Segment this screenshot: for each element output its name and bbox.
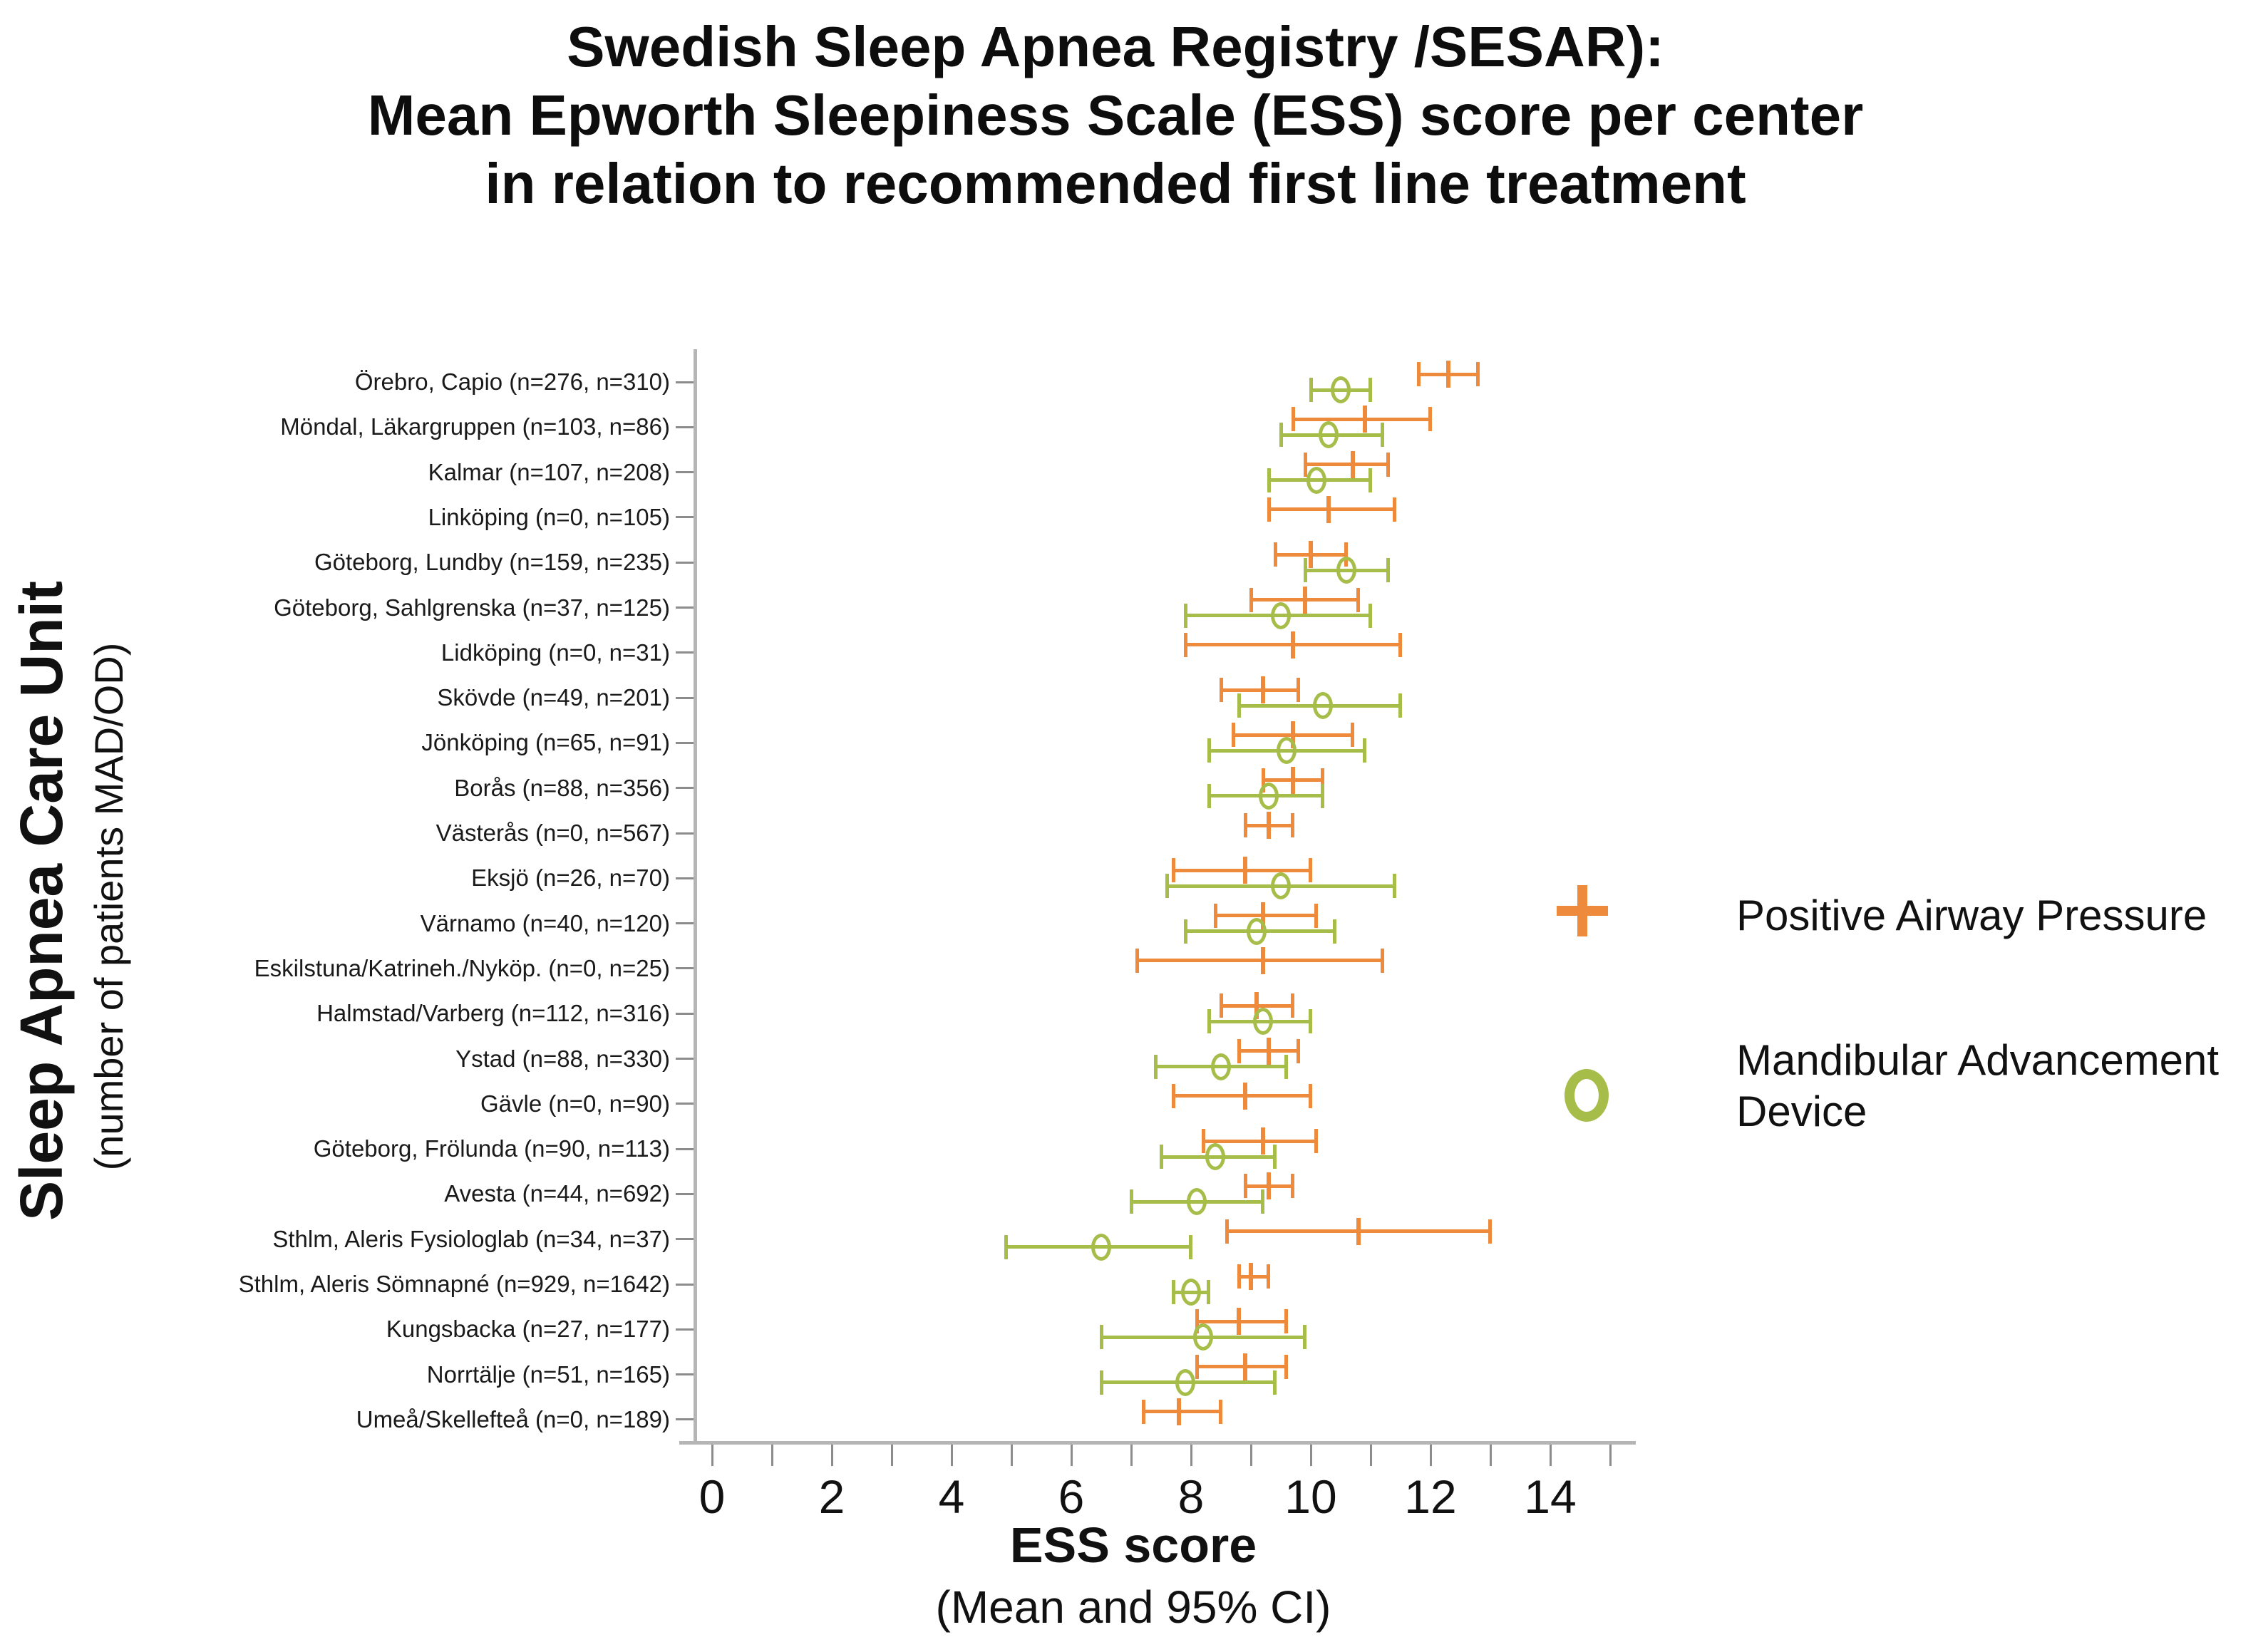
mad-ci-cap-right: [1321, 784, 1324, 808]
mad-ci-cap-right: [1393, 874, 1396, 898]
y-tick: [676, 922, 694, 924]
pap-mean-plus-icon: [1356, 1218, 1361, 1245]
mad-mean-ring-icon: [1331, 376, 1351, 403]
mad-ci-cap-right: [1398, 693, 1402, 718]
mad-ci-cap-left: [1130, 1189, 1133, 1214]
x-tick: [1071, 1445, 1073, 1466]
mad-mean-ring-icon: [1211, 1053, 1231, 1080]
y-tick: [676, 606, 694, 609]
pap-ci-cap-right: [1291, 993, 1294, 1018]
category-label: Göteborg, Sahlgrenska (n=37, n=125): [274, 594, 670, 621]
x-tick-label: 0: [699, 1470, 726, 1523]
pap-ci-cap-right: [1284, 1309, 1288, 1333]
mad-ci-cap-right: [1189, 1235, 1192, 1259]
pap-ci-cap-right: [1398, 633, 1402, 657]
mad-mean-ring-icon: [1193, 1323, 1213, 1351]
y-tick: [676, 1284, 694, 1286]
pap-ci-cap-right: [1314, 1129, 1318, 1153]
y-tick: [676, 1328, 694, 1331]
pap-mean-plus-icon: [1309, 541, 1313, 568]
mad-mean-ring-icon: [1247, 918, 1267, 945]
x-tick: [1609, 1445, 1612, 1466]
mad-ci-cap-left: [1160, 1145, 1163, 1169]
x-tick: [951, 1445, 953, 1466]
pap-ci-cap-left: [1267, 497, 1271, 522]
pap-mean-plus-icon: [1237, 1308, 1241, 1335]
y-tick: [676, 1148, 694, 1150]
pap-mean-plus-icon: [1243, 1083, 1247, 1110]
pap-ci-cap-left: [1292, 407, 1295, 431]
pap-ci-bar: [1221, 688, 1299, 692]
pap-ci-cap-right: [1309, 1084, 1312, 1108]
pap-ci-bar: [1305, 463, 1389, 466]
legend-label-mad-line2: Device: [1736, 1088, 1867, 1135]
pap-ci-cap-left: [1274, 542, 1277, 567]
category-label: Norrtälje (n=51, n=165): [426, 1361, 670, 1388]
pap-ci-cap-right: [1381, 949, 1384, 973]
mad-ci-cap-right: [1273, 1145, 1277, 1169]
mad-ci-cap-left: [1267, 468, 1271, 492]
y-tick: [676, 1103, 694, 1105]
x-tick-label: 6: [1058, 1470, 1085, 1523]
pap-mean-plus-icon: [1249, 1263, 1253, 1290]
pap-ci-cap-left: [1202, 1129, 1205, 1153]
mad-ci-cap-left: [1100, 1325, 1103, 1349]
mad-ci-cap-left: [1184, 919, 1187, 944]
y-tick: [676, 832, 694, 835]
pap-ci-cap-right: [1356, 588, 1360, 612]
mad-mean-ring-icon: [1181, 1279, 1201, 1306]
y-tick: [676, 471, 694, 473]
pap-mean-plus-icon: [1261, 1127, 1265, 1155]
y-tick: [676, 381, 694, 383]
pap-ci-cap-right: [1428, 407, 1432, 431]
pap-ci-cap-right: [1284, 1355, 1288, 1379]
mad-mean-ring-icon: [1175, 1369, 1195, 1396]
pap-ci-cap-right: [1267, 1264, 1270, 1289]
pap-mean-plus-icon: [1267, 812, 1271, 839]
pap-ci-bar: [1173, 1094, 1311, 1098]
category-label: Göteborg, Frölunda (n=90, n=113): [313, 1135, 670, 1162]
x-tick-label: 8: [1177, 1470, 1205, 1523]
x-tick: [1370, 1445, 1372, 1466]
category-label: Ystad (n=88, n=330): [455, 1045, 670, 1072]
mad-ci-cap-left: [1309, 378, 1313, 402]
category-label: Gävle (n=0, n=90): [480, 1090, 670, 1117]
x-tick: [1550, 1445, 1552, 1466]
pap-ci-cap-left: [1237, 1264, 1241, 1289]
mad-mean-ring-icon: [1277, 737, 1297, 764]
pap-ci-cap-right: [1309, 858, 1312, 882]
x-tick-label: 12: [1404, 1470, 1457, 1523]
pap-ci-cap-left: [1184, 633, 1187, 657]
mad-ci-cap-right: [1207, 1280, 1210, 1304]
y-tick: [676, 651, 694, 654]
pap-ci-cap-right: [1314, 904, 1318, 928]
mad-mean-ring-icon: [1091, 1234, 1111, 1261]
y-tick: [676, 1238, 694, 1240]
y-axis-subtitle: (number of patients MAD/OD): [86, 642, 131, 1171]
x-tick: [831, 1445, 833, 1466]
y-tick: [676, 967, 694, 969]
pap-mean-plus-icon: [1326, 496, 1331, 523]
mad-ci-cap-right: [1381, 423, 1384, 447]
category-label: Halmstad/Varberg (n=112, n=316): [316, 1000, 670, 1027]
pap-ci-cap-right: [1351, 723, 1354, 747]
x-axis-subtitle: (Mean and 95% CI): [935, 1581, 1331, 1633]
pap-ci-bar: [1197, 1320, 1287, 1323]
y-tick: [676, 1373, 694, 1375]
pap-ci-cap-left: [1225, 1219, 1229, 1244]
pap-mean-plus-icon: [1177, 1398, 1181, 1425]
mad-mean-ring-icon: [1253, 1008, 1273, 1035]
pap-mean-plus-icon: [1267, 1172, 1271, 1199]
category-label: Lidköping (n=0, n=31): [440, 639, 670, 666]
pap-ci-bar: [1143, 1410, 1221, 1413]
category-label: Västerås (n=0, n=567): [435, 820, 670, 846]
category-label: Sthlm, Aleris Fysiologlab (n=34, n=37): [272, 1225, 670, 1252]
pap-ci-cap-left: [1172, 1084, 1175, 1108]
category-label: Umeå/Skellefteå (n=0, n=189): [356, 1405, 670, 1432]
pap-mean-plus-icon: [1446, 361, 1450, 388]
mad-mean-ring-icon: [1271, 872, 1291, 899]
mad-ci-cap-right: [1303, 1325, 1306, 1349]
pap-ci-cap-left: [1135, 949, 1139, 973]
category-label: Eksjö (n=26, n=70): [471, 864, 670, 892]
pap-ci-cap-right: [1219, 1400, 1222, 1424]
category-label: Linköping (n=0, n=105): [428, 503, 670, 530]
category-label: Borås (n=88, n=356): [454, 774, 670, 801]
y-tick: [676, 516, 694, 518]
mad-mean-ring-icon: [1306, 467, 1326, 494]
mad-ci-cap-right: [1273, 1370, 1277, 1395]
pap-ci-bar: [1173, 869, 1311, 872]
mad-ci-cap-left: [1237, 693, 1241, 718]
pap-ci-cap-right: [1386, 453, 1390, 477]
mad-ci-cap-left: [1279, 423, 1283, 447]
y-tick: [676, 877, 694, 879]
pap-ci-cap-left: [1249, 588, 1253, 612]
category-label: Avesta (n=44, n=692): [444, 1180, 670, 1207]
pap-ci-bar: [1239, 1275, 1269, 1279]
x-tick: [1310, 1445, 1312, 1466]
y-tick: [676, 1418, 694, 1420]
pap-mean-plus-icon: [1261, 947, 1265, 974]
mad-ci-cap-left: [1304, 558, 1307, 582]
pap-ci-cap-right: [1488, 1219, 1492, 1244]
mad-mean-ring-icon: [1271, 602, 1291, 629]
x-tick: [1490, 1445, 1492, 1466]
mad-ci-cap-left: [1207, 1009, 1211, 1033]
y-tick: [676, 697, 694, 699]
x-tick-label: 14: [1524, 1470, 1577, 1523]
mad-ci-cap-right: [1368, 468, 1372, 492]
pap-mean-plus-icon: [1243, 857, 1247, 884]
category-label: Jönköping (n=65, n=91): [421, 729, 670, 756]
pap-mean-plus-icon: [1303, 587, 1307, 614]
pap-ci-cap-left: [1304, 453, 1307, 477]
pap-mean-plus-icon: [1261, 676, 1265, 703]
mad-mean-ring-icon: [1205, 1143, 1225, 1170]
y-tick: [676, 562, 694, 564]
x-tick: [1190, 1445, 1192, 1466]
pap-ci-cap-left: [1244, 813, 1247, 837]
category-label: Möndal, Läkargruppen (n=103, n=86): [280, 413, 670, 440]
mad-ci-cap-left: [1004, 1235, 1008, 1259]
plus-icon: [1577, 885, 1587, 936]
pap-ci-cap-left: [1417, 362, 1421, 386]
pap-ci-cap-right: [1291, 813, 1294, 837]
pap-ci-bar: [1293, 418, 1431, 421]
pap-ci-bar: [1269, 507, 1394, 511]
pap-mean-plus-icon: [1291, 631, 1295, 659]
chart-title-line3: in relation to recommended first line treatment: [485, 152, 1746, 215]
y-tick: [676, 787, 694, 789]
mad-ci-cap-right: [1333, 919, 1336, 944]
pap-ci-cap-right: [1291, 1174, 1294, 1198]
x-tick: [771, 1445, 773, 1466]
category-label: Göteborg, Lundby (n=159, n=235): [314, 549, 670, 576]
x-tick: [891, 1445, 893, 1466]
mad-ci-cap-left: [1154, 1055, 1158, 1079]
legend-label-mad-line1: Mandibular Advancement: [1736, 1036, 2220, 1084]
mad-mean-ring-icon: [1313, 692, 1333, 719]
x-tick-label: 10: [1284, 1470, 1337, 1523]
pap-mean-plus-icon: [1267, 1038, 1271, 1065]
pap-ci-cap-left: [1237, 1039, 1241, 1063]
category-label: Skövde (n=49, n=201): [437, 684, 670, 711]
y-tick: [676, 742, 694, 744]
mad-ci-cap-right: [1363, 738, 1366, 763]
mad-ci-cap-left: [1165, 874, 1169, 898]
pap-ci-cap-left: [1220, 678, 1223, 702]
pap-ci-bar: [1203, 1140, 1317, 1143]
y-axis-title: Sleep Apnea Care Unit: [8, 581, 75, 1221]
pap-ci-cap-right: [1297, 678, 1300, 702]
category-label: Sthlm, Aleris Sömnapné (n=929, n=1642): [238, 1271, 670, 1297]
pap-mean-plus-icon: [1351, 451, 1355, 478]
pap-ci-bar: [1137, 959, 1382, 962]
pap-ci-cap-right: [1297, 1039, 1300, 1063]
x-axis-title: ESS score: [1009, 1517, 1257, 1573]
pap-ci-cap-left: [1195, 1355, 1199, 1379]
mad-ci-cap-left: [1100, 1370, 1103, 1395]
pap-ci-bar: [1197, 1365, 1287, 1368]
y-tick: [676, 1013, 694, 1015]
mad-ci-cap-left: [1184, 604, 1187, 628]
y-tick: [676, 1058, 694, 1060]
mad-ci-cap-left: [1172, 1280, 1175, 1304]
mad-mean-ring-icon: [1319, 421, 1339, 448]
y-tick: [676, 426, 694, 428]
mad-ci-cap-right: [1309, 1009, 1312, 1033]
mad-mean-ring-icon: [1259, 783, 1279, 810]
x-tick: [1130, 1445, 1133, 1466]
mad-ci-cap-right: [1368, 604, 1372, 628]
mad-ci-cap-left: [1207, 738, 1211, 763]
pap-ci-cap-left: [1220, 993, 1223, 1018]
pap-ci-cap-left: [1172, 858, 1175, 882]
x-tick: [1011, 1445, 1013, 1466]
category-label: Eskilstuna/Katrineh./Nyköp. (n=0, n=25): [254, 954, 670, 981]
pap-mean-plus-icon: [1291, 767, 1295, 794]
mad-ci-cap-left: [1207, 784, 1211, 808]
mad-ci-cap-right: [1386, 558, 1390, 582]
pap-ci-bar: [1215, 914, 1317, 917]
category-label: Värnamo (n=40, n=120): [420, 909, 670, 936]
pap-ci-cap-left: [1142, 1400, 1145, 1424]
pap-mean-plus-icon: [1363, 406, 1367, 433]
x-tick: [711, 1445, 713, 1466]
mad-mean-ring-icon: [1336, 557, 1356, 584]
chart-title-line1: Swedish Sleep Apnea Registry /SESAR):: [567, 15, 1664, 78]
x-tick-label: 2: [818, 1470, 845, 1523]
category-label: Kalmar (n=107, n=208): [428, 458, 670, 485]
legend-label-pap: Positive Airway Pressure: [1736, 892, 2207, 939]
mad-mean-ring-icon: [1187, 1188, 1207, 1215]
x-tick-label: 4: [938, 1470, 965, 1523]
chart-title-line2: Mean Epworth Sleepiness Scale (ESS) score per center: [367, 83, 1864, 147]
mad-ci-cap-right: [1261, 1189, 1264, 1214]
pap-ci-cap-left: [1244, 1174, 1247, 1198]
category-label: Örebro, Capio (n=276, n=310): [354, 368, 670, 395]
pap-ci-cap-left: [1232, 723, 1235, 747]
x-tick: [1250, 1445, 1252, 1466]
pap-mean-plus-icon: [1243, 1353, 1247, 1380]
category-label: Kungsbacka (n=27, n=177): [386, 1316, 670, 1343]
ring-icon: [1565, 1069, 1609, 1122]
pap-ci-cap-left: [1214, 904, 1217, 928]
y-tick: [676, 1193, 694, 1195]
x-tick: [1430, 1445, 1432, 1466]
pap-ci-cap-right: [1476, 362, 1480, 386]
mad-ci-cap-right: [1368, 378, 1372, 402]
pap-ci-cap-right: [1393, 497, 1396, 522]
mad-ci-cap-right: [1284, 1055, 1288, 1079]
